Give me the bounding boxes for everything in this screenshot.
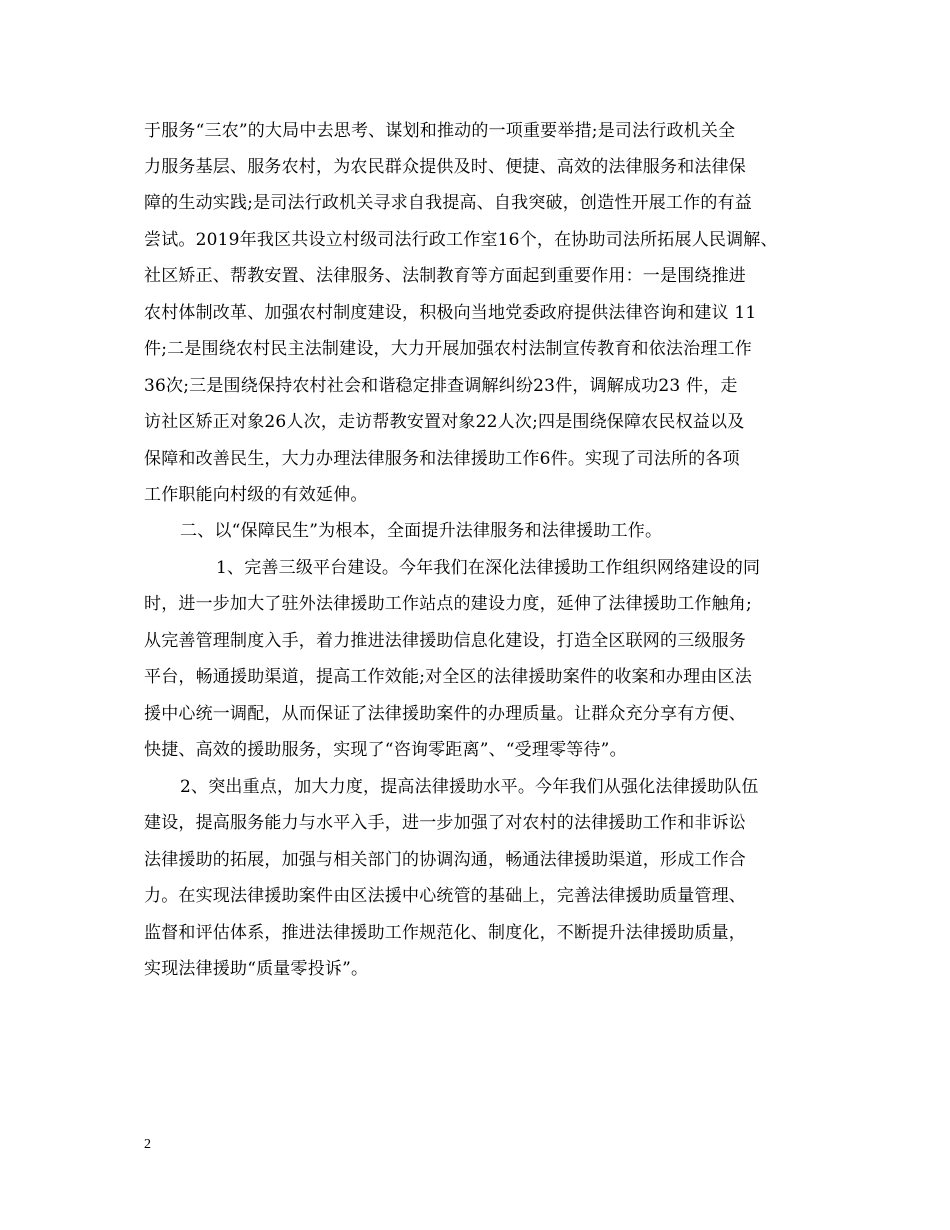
text-line: 36次;三是围绕保持农村社会和谐稳定排查调解纠纷23件，调解成功23 件，走	[144, 376, 738, 396]
text-line: 访社区矫正对象26人次，走访帮教安置对象22人次;四是围绕保障农民权益以及	[144, 412, 745, 432]
text-line: 社区矫正、帮教安置、法律服务、法制教育等方面起到重要作用：一是围绕推进	[144, 266, 746, 286]
text-line: 2、突出重点，加大力度，提高法律援助水平。今年我们从强化法律援助队伍	[180, 777, 759, 797]
text-line: 农村体制改革、加强农村制度建设，积极向当地党委政府提供法律咨询和建议 11	[144, 303, 757, 323]
text-line: 法律援助的拓展，加强与相关部门的协调沟通，畅通法律援助渠道，形成工作合	[144, 850, 746, 870]
text-line: 平台，畅通援助渠道，提高工作效能;对全区的法律援助案件的收案和办理由区法	[144, 667, 752, 687]
text-line: 保障和改善民生，大力办理法律服务和法律援助工作6件。实现了司法所的各项	[144, 449, 740, 469]
page-number: 2	[144, 1137, 151, 1152]
text-line: 力服务基层、服务农村，为农民群众提供及时、便捷、高效的法律服务和法律保	[144, 157, 746, 177]
text-line: 于服务“三农”的大局中去思考、谋划和推动的一项重要举措;是司法行政机关全	[144, 121, 736, 141]
text-line: 尝试。2019年我区共设立村级司法行政工作室16个，在协助司法所拓展人民调解、	[144, 230, 778, 250]
text-line: 障的生动实践;是司法行政机关寻求自我提高、自我突破，创造性开展工作的有益	[144, 193, 752, 213]
text-line: 监督和评估体系，推进法律援助工作规范化、制度化，不断提升法律援助质量，	[144, 923, 746, 943]
text-line: 工作职能向村级的有效延伸。	[144, 485, 368, 505]
text-line: 力。在实现法律援助案件由区法援中心统管的基础上，完善法律援助质量管理、	[144, 886, 746, 906]
text-line: 从完善管理制度入手，着力推进法律援助信息化建设，打造全区联网的三级服务	[144, 631, 746, 651]
text-line: 实现法律援助“质量零投诉”。	[144, 959, 369, 979]
text-line: 时，进一步加大了驻外法律援助工作站点的建设力度，延伸了法律援助工作触角;	[144, 594, 752, 614]
section-heading: 二、以“保障民生”为根本，全面提升法律服务和法律援助工作。	[180, 521, 663, 541]
text-line: 快捷、高效的援助服务，实现了“咨询零距离”、“受理零等待”。	[144, 740, 627, 760]
text-line: 建设，提高服务能力与水平入手，进一步加强了对农村的法律援助工作和非诉讼	[144, 813, 746, 833]
text-line: 1、完善三级平台建设。今年我们在深化法律援助工作组织网络建设的同	[216, 558, 761, 578]
text-line: 援中心统一调配，从而保证了法律援助案件的办理质量。让群众充分享有方便、	[144, 704, 746, 724]
text-line: 件;二是围绕农村民主法制建设，大力开展加强农村法制宣传教育和依法治理工作	[144, 339, 752, 359]
